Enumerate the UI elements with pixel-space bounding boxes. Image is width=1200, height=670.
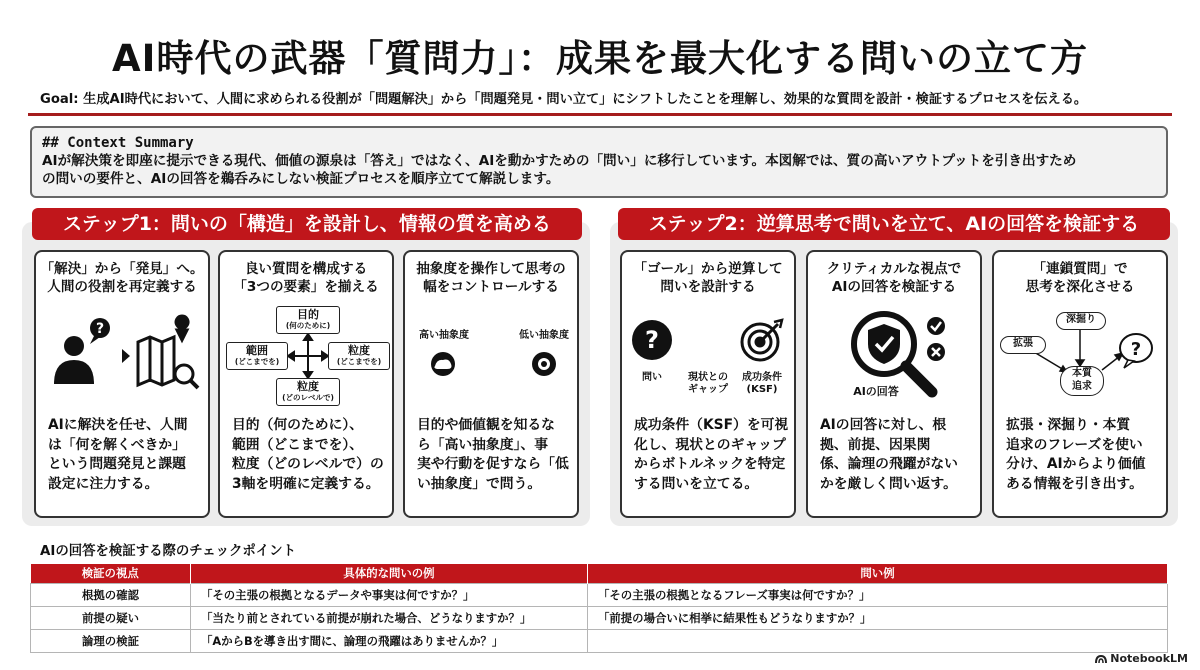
card-body-line: 拡張・深掘り・本質 xyxy=(1006,417,1131,433)
card-backcasting xyxy=(620,250,796,518)
element-label: 範囲 xyxy=(246,344,268,357)
expand-node: 拡張 xyxy=(1000,336,1046,354)
ksf-label xyxy=(732,372,792,396)
card-body-line: 粒度（どのレベルで）の xyxy=(232,456,384,472)
cross-icon xyxy=(927,343,945,361)
arrow-right-icon xyxy=(122,349,130,363)
card-heading-line: 思考を深化させる xyxy=(1025,279,1135,295)
card-body-line: 化し、現状とのギャップ xyxy=(634,436,786,453)
svg-text:?: ? xyxy=(95,321,105,337)
checkpoints-table xyxy=(30,564,1168,653)
card-body-line: 追求のフレーズを使い xyxy=(1006,436,1143,453)
card-body-line: 分け、AIからより価値 xyxy=(1006,456,1146,472)
card-body xyxy=(417,416,573,494)
card-critical-check xyxy=(806,250,982,518)
gap-label xyxy=(678,372,738,396)
footer-text: NotebookLM xyxy=(1110,652,1188,665)
gap-label-line: ギャップ xyxy=(688,384,728,395)
card-body-line: 目的（何のために）、 xyxy=(232,417,364,433)
context-line: AIが解決策を即座に提示できる現代、価値の源泉は「答え」ではなく、AIを動かすための「問い」に移行しています。本図解では、質の高いアウトプットを引き出すため xyxy=(42,153,1077,169)
abstraction-diagram xyxy=(405,306,577,406)
card-heading-line: 良い質問を構成する xyxy=(244,261,368,277)
divider xyxy=(28,113,1172,116)
card-body-line: 3軸を明確に定義する。 xyxy=(232,475,380,492)
check-icon xyxy=(927,317,945,335)
card-heading-line: 「3つの要素」を揃える xyxy=(233,279,379,295)
card-body-line: い抽象度」で問う。 xyxy=(417,475,542,492)
element-level xyxy=(276,378,340,406)
table-header: 問い例 xyxy=(588,564,1168,583)
element-purpose xyxy=(276,306,340,334)
table-cell: 「AからBを導き出す間に、論理の飛躍はありませんか？」 xyxy=(191,629,588,652)
card-body-line: 範囲（どこまでを）、 xyxy=(232,436,364,453)
element-label: 粒度 xyxy=(348,344,370,357)
svg-text:?: ? xyxy=(1130,339,1142,360)
chain-question-diagram xyxy=(994,306,1166,406)
card-heading-line: 問いを設計する xyxy=(660,279,756,295)
table-header: 検証の視点 xyxy=(31,564,191,583)
shield-magnifier-diagram xyxy=(808,306,980,406)
card-body-line: 拠、前提、因果関 xyxy=(820,436,931,453)
notebooklm-logo-icon xyxy=(1095,654,1107,664)
card-body-line: ら「高い抽象度」、事 xyxy=(417,436,549,453)
goal-statement: Goal: 生成AI時代において、人間に求められる役割が「問題解決」から「問題発見・問い立て」にシフトしたことを理解し、効果的な質問を設計・検証するプロセスを伝える。 xyxy=(40,92,1088,107)
card-body-line: 目的や価値観を知るな xyxy=(417,417,555,433)
card-heading-line: 幅をコントロールする xyxy=(423,279,559,295)
table-cell xyxy=(588,629,1168,652)
table-header-row xyxy=(31,564,1168,583)
magnifier-shield-icon xyxy=(854,314,932,392)
target-icon xyxy=(742,320,782,360)
card-body xyxy=(634,416,790,494)
notebooklm-watermark xyxy=(1095,652,1188,665)
svg-text:?: ? xyxy=(645,326,659,354)
essence-node xyxy=(1060,366,1104,396)
step2-banner: ステップ2：逆算思考で問いを立て、AIの回答を検証する xyxy=(618,208,1170,240)
card-chain-questions xyxy=(992,250,1168,518)
card-body-line: という問題発見と課題 xyxy=(48,456,186,472)
table-cell: 前提の疑い xyxy=(31,606,191,629)
gap-label-line: 現状との xyxy=(688,372,728,383)
card-heading-line: 「解決」から「発見」へ。 xyxy=(40,261,204,277)
element-label: 目的 xyxy=(297,308,319,321)
element-sublabel: (どこまでを) xyxy=(336,357,382,366)
card-body xyxy=(232,416,388,494)
high-abstraction-label: 高い抽象度 xyxy=(419,330,469,341)
card-heading-line: 抽象度を操作して思考の xyxy=(416,261,566,277)
element-sublabel: (どのレベルで) xyxy=(282,393,334,402)
card-body-line: AIに解決を任せ、人間 xyxy=(48,417,188,433)
table-cell: 「その主張の根拠となるフレーズ事実は何ですか？」 xyxy=(588,583,1168,606)
table-row xyxy=(31,629,1168,652)
card-heading xyxy=(808,260,980,296)
card-heading xyxy=(405,260,577,296)
person-question-icon xyxy=(54,318,110,384)
deep-dive-node: 深掘り xyxy=(1056,312,1106,330)
card-body-line: は「何を解くべきか」 xyxy=(48,436,186,453)
card-redefine-role xyxy=(34,250,210,518)
backcasting-diagram xyxy=(622,306,794,406)
card-body xyxy=(820,416,976,494)
question-circle-icon xyxy=(632,320,672,360)
table-header: 具体的な問いの例 xyxy=(191,564,588,583)
ksf-label-line: 成功条件 xyxy=(742,372,782,383)
low-abstraction-label: 低い抽象度 xyxy=(519,330,569,341)
card-heading-line: 「連鎖質問」で xyxy=(1032,261,1128,277)
cross-arrows-icon xyxy=(288,334,328,378)
card-body-line: 実や行動を促すなら「低 xyxy=(417,456,569,472)
card-heading xyxy=(220,260,392,296)
card-body-line: からボトルネックを特定 xyxy=(634,456,786,472)
element-sublabel: (どこまでを) xyxy=(234,357,280,366)
element-scope xyxy=(226,342,288,370)
card-body-line: 成功条件（KSF）を可視 xyxy=(634,417,789,433)
card-heading-line: 人間の役割を再定義する xyxy=(47,279,197,295)
element-sublabel: (何のために) xyxy=(285,321,331,330)
map-magnifier-icon xyxy=(138,316,198,388)
context-line: の問いの要件と、AIの回答を鵜呑みにしない検証プロセスを順序立てて解説します。 xyxy=(42,171,560,187)
context-body xyxy=(42,152,1156,188)
three-elements-diagram xyxy=(220,306,392,406)
speech-question-icon xyxy=(1120,334,1152,368)
card-body xyxy=(48,416,204,494)
context-heading: ## Context Summary xyxy=(42,135,194,151)
card-body-line: 係、論理の飛躍がない xyxy=(820,456,958,472)
card-body-line: ある情報を引き出す。 xyxy=(1006,475,1143,492)
table-row xyxy=(31,606,1168,629)
person-map-icon-group xyxy=(36,306,208,406)
table-cell: 根拠の確認 xyxy=(31,583,191,606)
table-cell: 「当たり前とされている前提が崩れた場合、どうなりますか？」 xyxy=(191,606,588,629)
card-body-line: かを厳しく問い返す。 xyxy=(820,475,957,492)
card-body xyxy=(1006,416,1162,494)
card-heading-line: AIの回答を検証する xyxy=(831,279,957,295)
checkpoints-title: AIの回答を検証する際のチェックポイント xyxy=(40,544,296,559)
card-heading xyxy=(622,260,794,296)
card-body-line: する問いを立てる。 xyxy=(634,475,759,492)
card-heading-line: クリティカルな視点で xyxy=(826,261,962,277)
card-heading xyxy=(994,260,1166,296)
element-label: 粒度 xyxy=(297,380,319,393)
table-row xyxy=(31,583,1168,606)
card-abstraction xyxy=(403,250,579,518)
card-heading xyxy=(36,260,208,296)
table-cell: 「その主張の根拠となるデータや事実は何ですか？」 xyxy=(191,583,588,606)
essence-node-line: 本質 xyxy=(1072,368,1092,379)
step1-banner: ステップ1：問いの「構造」を設計し、情報の質を高める xyxy=(32,208,582,240)
page-title: AI時代の武器「質問力」：成果を最大化する問いの立て方 xyxy=(112,37,1088,80)
ai-answer-label: AIの回答 xyxy=(853,385,899,398)
gear-icon xyxy=(532,352,556,376)
table-cell: 「前提の場合いに相挙に結果性もどうなりますか？」 xyxy=(588,606,1168,629)
ksf-label-line: (KSF) xyxy=(746,384,778,395)
question-label: 問い xyxy=(642,372,662,383)
card-body-line: AIの回答に対し、根 xyxy=(820,417,947,433)
essence-node-line: 追求 xyxy=(1072,381,1092,392)
card-three-elements xyxy=(218,250,394,518)
card-body-line: 設定に注力する。 xyxy=(48,475,159,492)
cloud-icon xyxy=(431,352,455,376)
card-heading-line: 「ゴール」から逆算して xyxy=(633,261,783,277)
element-granularity xyxy=(328,342,390,370)
context-summary xyxy=(30,126,1168,198)
table-cell: 論理の検証 xyxy=(31,629,191,652)
